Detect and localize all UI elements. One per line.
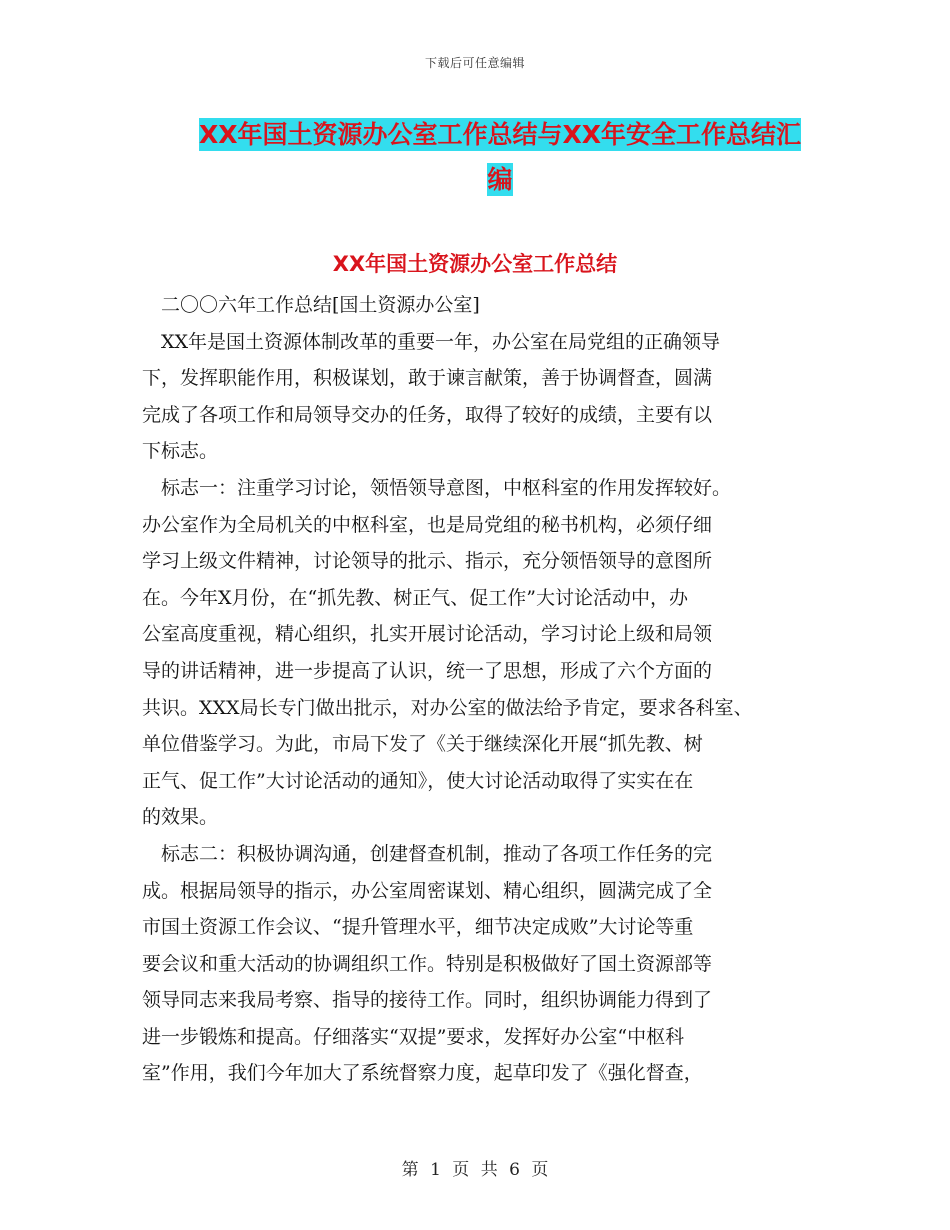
body-line: 正气、促工作”大讨论活动的通知》，使大讨论活动取得了实实在在: [142, 769, 694, 792]
body-line: 导的讲话精神，进一步提高了认识，统一了思想，形成了六个方面的: [142, 659, 713, 682]
page-footer: 第 1 页 共 6 页: [401, 1160, 549, 1180]
body-line: 标志二：积极协调沟通，创建督查机制，推动了各项工作任务的完: [142, 842, 713, 865]
body-line: 下，发挥职能作用，积极谋划，敢于谏言献策，善于协调督查，圆满: [142, 367, 713, 390]
body-line: 在。今年X月份，在“抓先教、树正气、促工作”大讨论活动中，办: [142, 586, 688, 609]
section-title: XX年国土资源办公室工作总结: [332, 252, 618, 276]
body-line: 进一步锻炼和提高。仔细落实“双提”要求，发挥好办公室“中枢科: [142, 1025, 685, 1048]
document-title: [185, 112, 815, 202]
body-line: 市国土资源工作会议、“提升管理水平，细节决定成败”大讨论等重: [142, 916, 694, 939]
body-line: 单位借鉴学习。为此，市局下发了《关于继续深化开展“抓先教、树: [142, 733, 703, 756]
body-line: 下标志。: [142, 440, 219, 463]
document-title-line-1: XX年国土资源办公室工作总结与XX年安全工作总结汇: [198, 120, 802, 149]
header-note: 下载后可任意编辑: [424, 56, 525, 70]
body-line: 领导同志来我局考察、指导的接待工作。同时，组织协调能力得到了: [142, 989, 713, 1012]
body-line: 的效果。: [142, 806, 219, 829]
body-line: XX年是国土资源体制改革的重要一年，办公室在局党组的正确领导: [142, 330, 721, 353]
body-line: 学习上级文件精神，讨论领导的批示、指示，充分领悟领导的意图所: [142, 550, 713, 573]
body-line: 要会议和重大活动的协调组织工作。特别是积极做好了国土资源部等: [142, 952, 713, 975]
body-text: [142, 287, 812, 1092]
body-line: 室”作用，我们今年加大了系统督察力度，起草印发了《强化督查，: [142, 1062, 703, 1085]
body-line: 办公室作为全局机关的中枢科室，也是局党组的秘书机构，必须仔细: [142, 513, 713, 536]
body-line: 完成了各项工作和局领导交办的任务，取得了较好的成绩，主要有以: [142, 403, 713, 426]
body-line: 标志一：注重学习讨论，领悟领导意图，中枢科室的作用发挥较好。: [142, 476, 732, 499]
document-title-line-2: 编: [487, 165, 513, 194]
body-line: 二〇〇六年工作总结[国土资源办公室]: [142, 294, 480, 316]
body-line: 成。根据局领导的指示，办公室周密谋划、精心组织，圆满完成了全: [142, 879, 713, 902]
body-line: 公室高度重视，精心组织，扎实开展讨论活动，学习讨论上级和局领: [142, 623, 713, 646]
body-line: 共识。XXX局长专门做出批示，对办公室的做法给予肯定，要求各科室、: [142, 696, 753, 719]
